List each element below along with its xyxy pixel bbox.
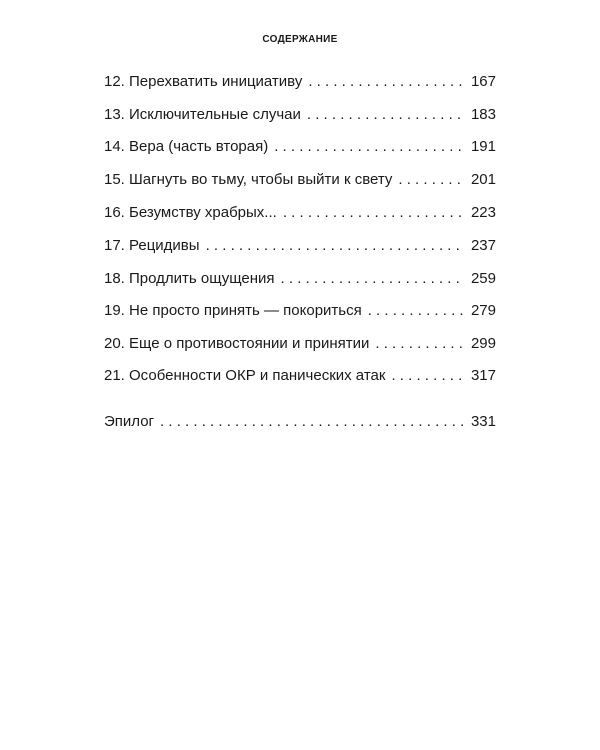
toc-entry-page: 259	[470, 270, 496, 287]
toc-dot-leader	[274, 136, 465, 158]
toc-entry	[104, 202, 496, 224]
toc-entry	[104, 333, 496, 355]
toc-entry-page: 201	[470, 171, 496, 188]
toc-entry-page: 317	[470, 367, 496, 384]
toc-entry-title: 15. Шагнуть во тьму, чтобы выйти к свету	[104, 171, 393, 188]
toc-dot-leader	[368, 300, 465, 322]
toc-entry-title: 14. Вера (часть вторая)	[104, 138, 269, 155]
toc-dot-leader	[308, 71, 465, 93]
toc-epilogue-page: 331	[470, 413, 496, 430]
toc-dot-leader	[206, 235, 465, 257]
toc-dot-leader	[283, 202, 465, 224]
toc-entry-page: 279	[470, 302, 496, 319]
toc-entry	[104, 169, 496, 191]
toc-entry-page: 191	[470, 138, 496, 155]
toc-entry-title: 13. Исключительные случаи	[104, 106, 301, 123]
toc-dot-leader	[398, 169, 465, 191]
toc-dot-leader	[391, 365, 465, 387]
toc-entry	[104, 365, 496, 387]
toc-entry-title: 21. Особенности ОКР и панических атак	[104, 367, 386, 384]
toc-entry-page: 237	[470, 237, 496, 254]
toc-epilogue-title: Эпилог	[104, 413, 155, 430]
toc-dot-leader	[307, 104, 465, 126]
toc-entry-title: 16. Безумству храбрых...	[104, 204, 277, 221]
toc-entry	[104, 136, 496, 158]
page-header-title: СОДЕРЖАНИЕ	[262, 34, 338, 45]
toc-dot-leader	[160, 411, 465, 433]
toc-entry-title: 19. Не просто принять — покориться	[104, 302, 362, 319]
toc-entry	[104, 235, 496, 257]
toc-dot-leader	[375, 333, 465, 355]
toc-entry-page: 167	[470, 73, 496, 90]
toc-entry-title: 20. Еще о противостоянии и принятии	[104, 335, 370, 352]
toc-entry-title: 12. Перехватить инициативу	[104, 73, 303, 90]
toc-entry	[104, 104, 496, 126]
toc-entry-page: 183	[470, 106, 496, 123]
toc-dot-leader	[281, 268, 465, 290]
toc-entry	[104, 300, 496, 322]
toc-entry	[104, 71, 496, 93]
toc-epilogue	[104, 411, 496, 433]
toc-entry-page: 223	[470, 204, 496, 221]
toc-entry-title: 17. Рецидивы	[104, 237, 200, 254]
toc-entry-title: 18. Продлить ощущения	[104, 270, 275, 287]
toc-entry	[104, 268, 496, 290]
toc-entry-page: 299	[470, 335, 496, 352]
